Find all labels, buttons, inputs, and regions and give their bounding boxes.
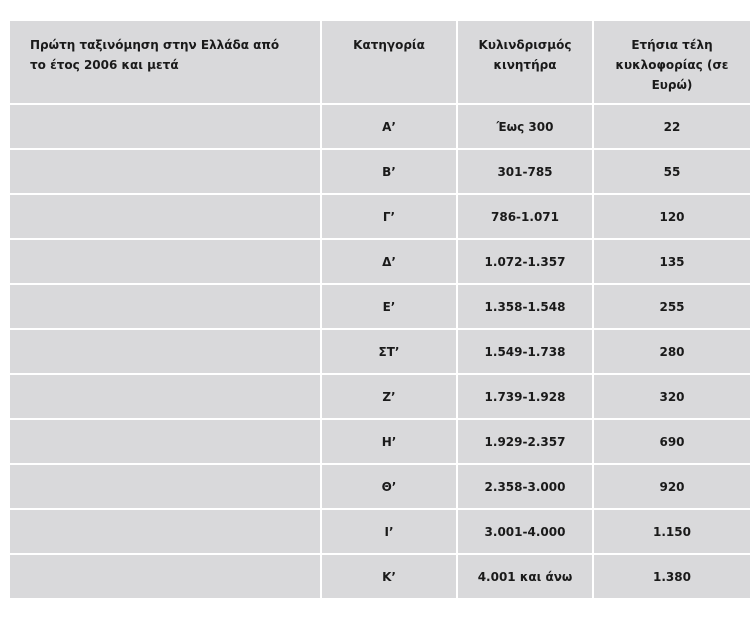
cell-fee: 120 — [594, 195, 750, 238]
cell-category: Ε’ — [322, 285, 456, 328]
table-row — [10, 195, 750, 238]
circulation-fees-table — [8, 19, 750, 600]
header-registration-year: Πρώτη ταξινόμηση στην Ελλάδα από το έτος 2006 και μετά — [10, 21, 320, 103]
cell-fee: 320 — [594, 375, 750, 418]
cell-displacement: Έως 300 — [458, 105, 592, 148]
table-row — [10, 420, 750, 463]
cell-fee: 1.150 — [594, 510, 750, 553]
cell-registration — [10, 375, 320, 418]
cell-fee: 55 — [594, 150, 750, 193]
cell-category: Ι’ — [322, 510, 456, 553]
cell-fee: 135 — [594, 240, 750, 283]
cell-fee: 280 — [594, 330, 750, 373]
cell-fee: 22 — [594, 105, 750, 148]
cell-category: Δ’ — [322, 240, 456, 283]
cell-fee: 1.380 — [594, 555, 750, 598]
cell-displacement: 2.358-3.000 — [458, 465, 592, 508]
cell-registration — [10, 105, 320, 148]
table-row — [10, 150, 750, 193]
cell-displacement: 4.001 και άνω — [458, 555, 592, 598]
cell-category: Θ’ — [322, 465, 456, 508]
table-row — [10, 555, 750, 598]
header-annual-fees: Ετήσια τέλη κυκλοφορίας (σε Ευρώ) — [594, 21, 750, 103]
cell-category: Α’ — [322, 105, 456, 148]
cell-displacement: 3.001-4.000 — [458, 510, 592, 553]
cell-category: Γ’ — [322, 195, 456, 238]
cell-fee: 255 — [594, 285, 750, 328]
cell-category: ΣΤ’ — [322, 330, 456, 373]
cell-registration — [10, 420, 320, 463]
cell-displacement: 1.739-1.928 — [458, 375, 592, 418]
cell-registration — [10, 195, 320, 238]
cell-registration — [10, 465, 320, 508]
table-row — [10, 285, 750, 328]
cell-registration — [10, 330, 320, 373]
cell-registration — [10, 240, 320, 283]
table-row — [10, 240, 750, 283]
cell-registration — [10, 150, 320, 193]
cell-category: Ζ’ — [322, 375, 456, 418]
cell-registration — [10, 510, 320, 553]
cell-displacement: 786-1.071 — [458, 195, 592, 238]
cell-displacement: 1.358-1.548 — [458, 285, 592, 328]
circulation-fees-table-container — [8, 19, 750, 600]
table-row — [10, 375, 750, 418]
table-row — [10, 510, 750, 553]
cell-fee: 690 — [594, 420, 750, 463]
cell-displacement: 1.929-2.357 — [458, 420, 592, 463]
cell-fee: 920 — [594, 465, 750, 508]
header-engine-displacement: Κυλινδρισμός κινητήρα — [458, 21, 592, 103]
cell-displacement: 1.072-1.357 — [458, 240, 592, 283]
cell-category: Η’ — [322, 420, 456, 463]
table-row — [10, 465, 750, 508]
cell-displacement: 301-785 — [458, 150, 592, 193]
table-header-row — [10, 21, 750, 103]
cell-registration — [10, 555, 320, 598]
header-category: Κατηγορία — [322, 21, 456, 103]
cell-category: Β’ — [322, 150, 456, 193]
cell-registration — [10, 285, 320, 328]
table-row — [10, 105, 750, 148]
table-row — [10, 330, 750, 373]
cell-category: Κ’ — [322, 555, 456, 598]
cell-displacement: 1.549-1.738 — [458, 330, 592, 373]
